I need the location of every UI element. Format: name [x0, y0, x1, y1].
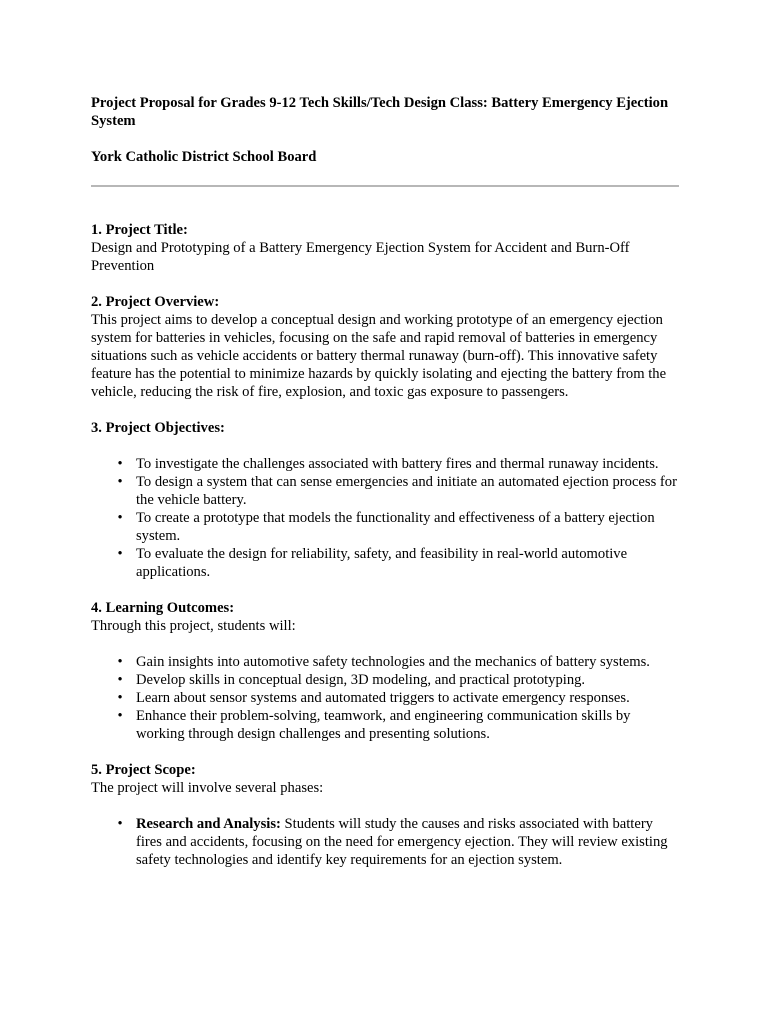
list-item: [117, 509, 681, 545]
list-item-text: To investigate the challenges associated with battery fires and thermal runaway incidents.: [136, 456, 659, 472]
section-heading: 3. Project Objectives:: [91, 420, 225, 436]
section-project-title: [91, 221, 681, 275]
bullet-icon: •: [117, 546, 123, 562]
section-heading: 1. Project Title:: [91, 222, 188, 238]
objectives-list: [91, 455, 681, 581]
section-intro: Through this project, students will:: [91, 618, 296, 634]
section-learning-outcomes: [91, 599, 681, 743]
list-item: [117, 455, 681, 473]
section-project-overview: [91, 293, 681, 401]
bullet-icon: •: [117, 708, 123, 724]
list-item-text: Learn about sensor systems and automated triggers to activate emergency responses.: [136, 690, 630, 706]
bullet-icon: •: [117, 654, 123, 670]
list-item-text: Develop skills in conceptual design, 3D modeling, and practical prototyping.: [136, 672, 586, 688]
list-item-text: To create a prototype that models the functionality and effectiveness of a battery ejection system.: [136, 510, 655, 544]
bullet-icon: •: [117, 690, 123, 706]
section-intro: The project will involve several phases:: [91, 780, 324, 796]
list-item: [117, 473, 681, 509]
section-heading: 5. Project Scope:: [91, 762, 196, 778]
list-item: [117, 707, 681, 743]
list-item: [117, 671, 681, 689]
section-text: Design and Prototyping of a Battery Emergency Ejection System for Accident and Burn-Off Prevention: [91, 240, 630, 274]
bullet-icon: •: [117, 672, 123, 688]
document-title: Project Proposal for Grades 9-12 Tech Skills/Tech Design Class: Battery Emergency Ejection System: [91, 95, 669, 129]
list-item-text: Gain insights into automotive safety technologies and the mechanics of battery systems.: [136, 654, 650, 670]
document-body: [91, 94, 681, 869]
bullet-icon: •: [117, 816, 123, 832]
list-item-text: Students will study the causes and risks associated with battery fires and accidents, focusing on the need for emergency ejection. They will review existing safety technologies and identify key requirements for an ejection system.: [136, 816, 668, 868]
list-item: [117, 815, 681, 869]
list-item-text: Enhance their problem-solving, teamwork, and engineering communication skills by working through design challenges and presenting solutions.: [136, 708, 631, 742]
list-item: [117, 653, 681, 671]
list-item-text: To design a system that can sense emergencies and initiate an automated ejection process for the vehicle battery.: [136, 474, 677, 508]
bullet-icon: •: [117, 510, 123, 526]
horizontal-rule: [91, 185, 679, 187]
section-project-scope: [91, 761, 681, 869]
bullet-icon: •: [117, 474, 123, 490]
list-item: [117, 689, 681, 707]
section-project-objectives: [91, 419, 681, 581]
scope-list: [91, 815, 681, 869]
list-item: [117, 545, 681, 581]
outcomes-list: [91, 653, 681, 743]
list-item-label: Research and Analysis:: [136, 816, 281, 832]
school-board-name: York Catholic District School Board: [91, 149, 317, 165]
bullet-icon: •: [117, 456, 123, 472]
list-item-text: To evaluate the design for reliability, safety, and feasibility in real-world automotive applications.: [136, 546, 628, 580]
section-heading: 4. Learning Outcomes:: [91, 600, 235, 616]
section-heading: 2. Project Overview:: [91, 294, 220, 310]
section-text: This project aims to develop a conceptual design and working prototype of an emergency ejection system for batteries in vehicles, focusing on the safe and rapid removal of batteries in emergency situations such as vehicle accidents or battery thermal runaway (burn-off). This innovative safety feature has the potential to minimize hazards by quickly isolating and ejecting the battery from the vehicle, reducing the risk of fire, explosion, and toxic gas exposure to passengers.: [91, 312, 667, 400]
